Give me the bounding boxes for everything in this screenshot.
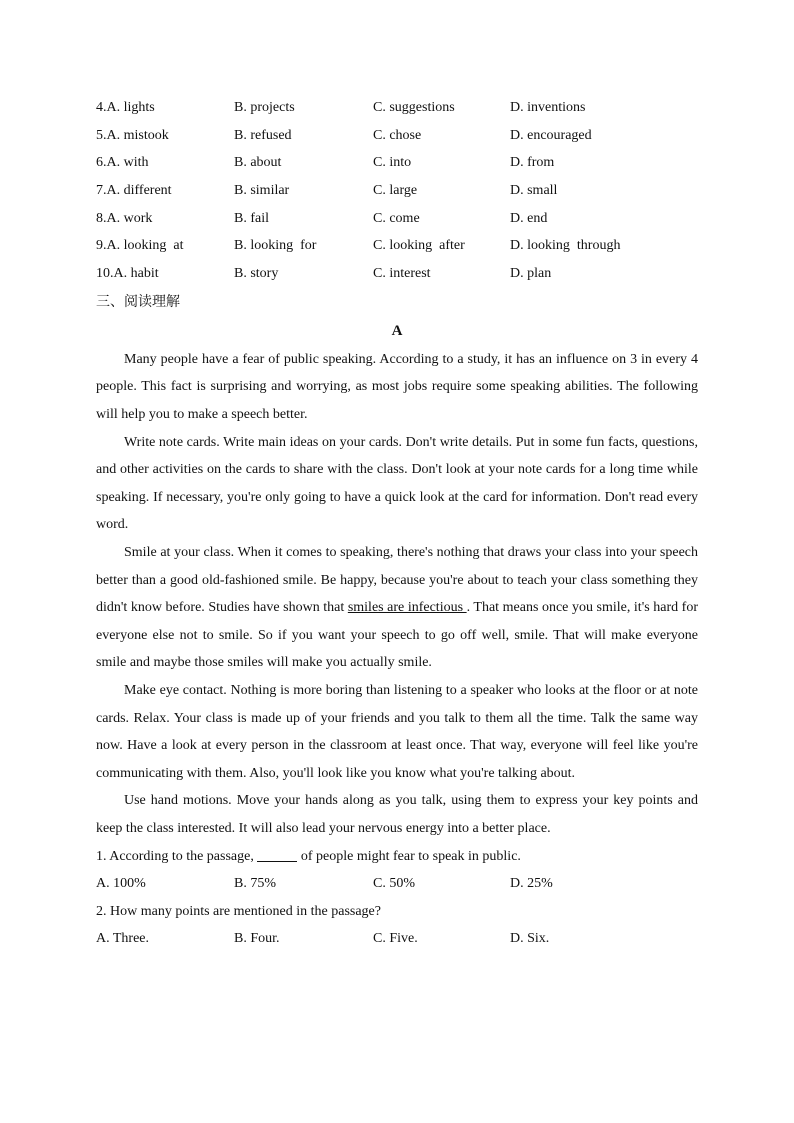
- passage-title: A: [391, 322, 403, 339]
- answer-blank: [257, 847, 297, 862]
- option-row-10: [96, 260, 698, 288]
- option-c: C. chose: [373, 127, 422, 143]
- paragraph-hand-motions: Use hand motions. Move your hands along as you talk, using them to express your key points and keep the class interested. It will also lead your nervous energy into a better place.: [96, 793, 698, 836]
- option-b: B. projects: [234, 99, 295, 115]
- option-d: D. 25%: [510, 875, 553, 891]
- question-1-stem: [96, 843, 698, 871]
- option-c: C. into: [373, 155, 412, 171]
- option-b: B. looking for: [234, 238, 317, 254]
- option-a: A. Three.: [96, 931, 149, 947]
- option-c: C. Five.: [373, 931, 418, 947]
- option-c: C. suggestions: [373, 99, 455, 115]
- paragraph-smile-text-2: . That means once you smile, it's hard for everyone else not to smile. So if you want your speech to go off well, smile. That will make everyone smile and maybe those smiles will make you actually smile.: [96, 600, 699, 671]
- paragraph-intro: Many people have a fear of public speaking. According to a study, it has an influence on 3 in every 4 people. This fact is surprising and worrying, as most jobs require some speaking abilities. The following will help you to make a speech better.: [96, 351, 698, 422]
- option-b: B. 75%: [234, 875, 276, 891]
- option-c: C. 50%: [373, 875, 415, 891]
- question-1-options: [96, 870, 698, 898]
- question-2-options: [96, 925, 698, 953]
- option-d: D. plan: [510, 265, 552, 281]
- option-row-7: [96, 177, 698, 205]
- underlined-phrase: smiles are infectious: [347, 600, 467, 616]
- option-a: 7.A. different: [96, 182, 172, 198]
- paragraph-eye-contact: Make eye contact. Nothing is more boring than listening to a speaker who looks at the floor or at note cards. Relax. Your class is made up of your friends and you talk to them all the time. Talk the same way now. Have a look at every person in the classroom at least once. That way, everyone will feel like you're communicating with them. Also, you'll look like you know what you're talking about.: [96, 682, 698, 781]
- cloze-options: [96, 94, 698, 288]
- question-1-stem-end: of people might fear to speak in public.: [297, 848, 521, 864]
- option-d: D. inventions: [510, 99, 586, 115]
- option-d: D. looking through: [510, 238, 621, 254]
- option-d: D. end: [510, 210, 548, 226]
- option-d: D. encouraged: [510, 127, 592, 143]
- option-row-8: [96, 205, 698, 233]
- option-a: 9.A. looking at: [96, 238, 184, 254]
- option-c: C. come: [373, 210, 420, 226]
- option-b: B. similar: [234, 182, 290, 198]
- option-b: B. refused: [234, 127, 292, 143]
- option-b: B. Four.: [234, 931, 280, 947]
- option-a: A. 100%: [96, 875, 146, 891]
- option-d: D. from: [510, 155, 555, 171]
- exam-page: [96, 94, 698, 953]
- option-a: 8.A. work: [96, 210, 153, 226]
- paragraph-note-cards: Write note cards. Write main ideas on your cards. Don't write details. Put in some fun facts, questions, and other activities on the cards to share with the class. Don't look at your note cards for a long time while speaking. If necessary, you're only going to have a quick look at the card for information. Don't read every word.: [96, 434, 698, 533]
- question-1: [96, 843, 698, 898]
- option-row-4: [96, 94, 698, 122]
- option-c: C. large: [373, 182, 418, 198]
- option-b: B. fail: [234, 210, 269, 226]
- option-a: 6.A. with: [96, 155, 149, 171]
- option-row-5: [96, 122, 698, 150]
- option-c: C. interest: [373, 265, 431, 281]
- option-b: B. about: [234, 155, 282, 171]
- question-2: [96, 898, 698, 953]
- paragraph-smile-text-1: Smile at your class. When it comes to speaking, there's nothing that draws your class into your speech better than a good old-fashioned smile. Be happy, because you're about to teach your class something they didn't know before. Studies have shown that: [96, 544, 698, 616]
- option-a: 10.A. habit: [96, 265, 159, 281]
- paragraph-smile: [96, 539, 698, 677]
- question-1-stem-start: 1. According to the passage,: [96, 848, 258, 864]
- option-a: 5.A. mistook: [96, 127, 169, 143]
- option-row-9: [96, 232, 698, 260]
- option-c: C. looking after: [373, 238, 465, 254]
- option-d: D. small: [510, 182, 558, 198]
- option-row-6: [96, 149, 698, 177]
- section-title: 三、阅读理解: [96, 293, 180, 310]
- question-2-stem: 2. How many points are mentioned in the passage?: [96, 903, 381, 919]
- option-b: B. story: [234, 265, 279, 281]
- option-d: D. Six.: [510, 931, 550, 947]
- option-a: 4.A. lights: [96, 99, 155, 115]
